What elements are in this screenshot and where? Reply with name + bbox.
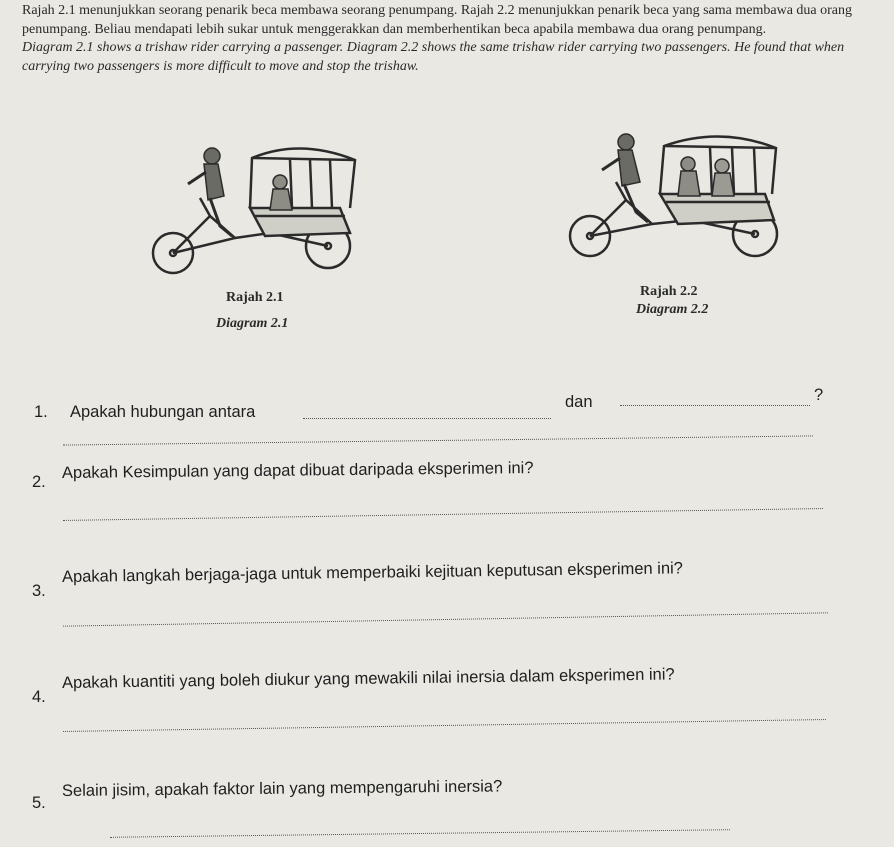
question-1-question-mark: ?	[814, 386, 824, 404]
diagram-2-2-label-malay: Rajah 2.2	[640, 284, 698, 299]
question-5-answer-line[interactable]	[110, 829, 730, 838]
question-4-text: Apakah kuantiti yang boleh diukur yang mewakili nilai inersia dalam eksperimen ini?	[61, 665, 675, 692]
question-2-text: Apakah Kesimpulan yang dapat dibuat daripada eksperimen ini?	[61, 459, 534, 482]
question-1-blank-1[interactable]	[303, 418, 551, 419]
diagram-2-2-trishaw-two-passengers	[560, 128, 790, 278]
question-2-answer-line[interactable]	[63, 508, 823, 521]
question-3-text: Apakah langkah berjaga-jaga untuk memperbaiki kejituan keputusan eksperimen ini?	[61, 559, 684, 586]
intro-text-malay: Rajah 2.1 menunjukkan seorang penarik beca membawa seorang penumpang. Rajah 2.2 menunjukkan penarik beca yang sama membawa dua orang penumpang. Beliau mendapati lebih sukar untuk menggerakkan dan memberhentikan beca apabila membawa dua orang penumpang.	[22, 3, 852, 37]
question-3-answer-line[interactable]	[63, 612, 828, 626]
passenger-figure	[678, 157, 700, 196]
intro-paragraph	[22, 2, 872, 76]
question-5-number: 5.	[32, 794, 46, 812]
question-1-middle-word: dan	[565, 393, 593, 411]
intro-text-english: Diagram 2.1 shows a trishaw rider carrying a passenger. Diagram 2.2 shows the same trishaw rider carrying two passengers. He found that when carrying two passengers is more difficult to move and stop the trishaw.	[22, 40, 845, 74]
question-4-number: 4.	[32, 688, 46, 706]
question-5-text: Selain jisim, apakah faktor lain yang mempengaruhi inersia?	[61, 777, 503, 800]
question-1-text: Apakah hubungan antara	[70, 403, 256, 421]
passenger-figure	[712, 159, 734, 196]
trishaw-illustration	[140, 138, 370, 278]
diagram-2-1-trishaw-one-passenger	[140, 138, 370, 278]
trishaw-illustration	[560, 128, 790, 278]
question-1-blank-2[interactable]	[620, 405, 810, 406]
diagram-2-2-label-english: Diagram 2.2	[636, 302, 709, 317]
passenger-figure	[270, 175, 292, 210]
question-4-answer-line[interactable]	[63, 719, 826, 732]
question-3-number: 3.	[32, 582, 46, 600]
diagram-2-1-label-english: Diagram 2.1	[216, 316, 289, 331]
question-1-number: 1.	[34, 403, 48, 421]
rider-figure	[188, 148, 232, 236]
rider-figure	[602, 134, 648, 222]
diagram-2-1-label-malay: Rajah 2.1	[226, 290, 284, 305]
question-2-number: 2.	[32, 473, 46, 491]
question-1-answer-line[interactable]	[63, 435, 813, 445]
